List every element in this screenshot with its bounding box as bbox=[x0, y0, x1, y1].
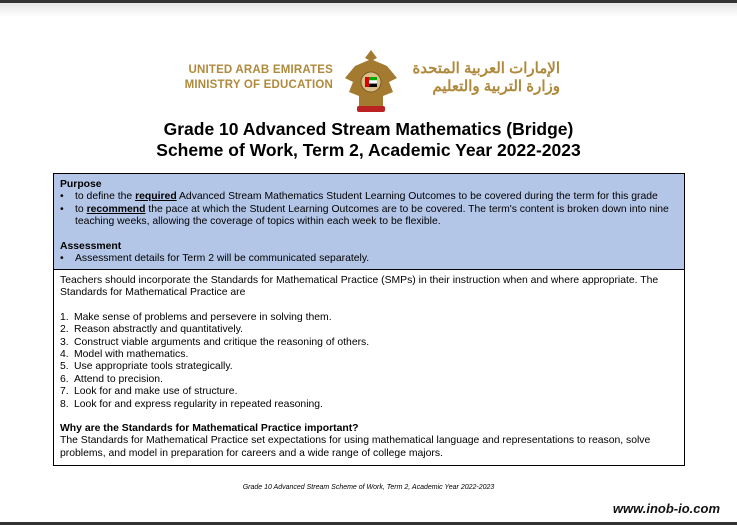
text: Advanced Stream Mathematics Student Learning Outcomes to be covered during the term for this grade bbox=[176, 191, 658, 203]
uae-emblem-logo bbox=[343, 48, 399, 114]
smp-item bbox=[60, 349, 678, 361]
smp-item bbox=[60, 337, 678, 349]
en-line-2: MINISTRY OF EDUCATION bbox=[184, 79, 333, 91]
smp-item bbox=[60, 361, 678, 373]
purpose-bullet-2 bbox=[60, 204, 678, 229]
scheme-table bbox=[53, 173, 685, 466]
text: to define the bbox=[75, 191, 136, 203]
item-number: 2. bbox=[60, 324, 69, 336]
item-text: Use appropriate tools strategically. bbox=[74, 361, 233, 373]
smp-item bbox=[60, 386, 678, 398]
purpose-bullet-1 bbox=[60, 191, 678, 203]
smp-item bbox=[60, 312, 678, 324]
item-number: 7. bbox=[60, 386, 69, 398]
bullet-icon: • bbox=[60, 191, 64, 203]
item-text: Construct viable arguments and critique the reasoning of others. bbox=[74, 336, 370, 348]
item-number: 6. bbox=[60, 373, 69, 385]
watermark: www.inob-io.com bbox=[612, 501, 720, 516]
purpose-heading: Purpose bbox=[60, 179, 102, 190]
item-number: 8. bbox=[60, 398, 69, 410]
smp-section bbox=[54, 270, 684, 465]
emphasis-recommend: recommend bbox=[86, 203, 146, 215]
bullet-icon: • bbox=[60, 253, 64, 265]
item-text: Make sense of problems and persevere in solving them. bbox=[74, 311, 332, 323]
item-number: 1. bbox=[60, 311, 69, 323]
page-footer: Grade 10 Advanced Stream Scheme of Work, Term 2, Academic Year 2022-2023 bbox=[242, 484, 495, 491]
top-shade bbox=[0, 3, 737, 17]
bullet-icon: • bbox=[60, 203, 64, 215]
smp-item bbox=[60, 324, 678, 336]
item-text: Look for and make use of structure. bbox=[74, 386, 238, 398]
assessment-heading: Assessment bbox=[60, 240, 122, 252]
ar-line-2: وزارة التربية والتعليم bbox=[432, 78, 560, 95]
why-text: The Standards for Mathematical Practice set expectations for using mathematical language and representations to reason, solve problems, and model in preparation for careers and a wide range of college majors. bbox=[60, 435, 651, 459]
item-text: Attend to precision. bbox=[74, 373, 163, 385]
document-subtitle: Scheme of Work, Term 2, Academic Year 2022-2023 bbox=[156, 140, 581, 160]
en-line-1: UNITED ARAB EMIRATES bbox=[188, 64, 333, 76]
ministry-name-english bbox=[185, 63, 333, 93]
item-text: Reason abstractly and quantitatively. bbox=[74, 324, 244, 336]
item-number: 4. bbox=[60, 349, 69, 361]
smp-intro: Teachers should incorporate the Standards for Mathematical Practice (SMPs) in their instruction when and where appropriate. The Standards for Mathematical Practice are bbox=[60, 275, 659, 299]
text: Assessment details for Term 2 will be communicated separately. bbox=[75, 253, 370, 265]
item-text: Model with mathematics. bbox=[74, 349, 189, 361]
assessment-bullet bbox=[60, 253, 678, 265]
item-number: 5. bbox=[60, 361, 69, 373]
smp-item bbox=[60, 399, 678, 411]
emphasis-required: required bbox=[135, 191, 177, 203]
document-title: Grade 10 Advanced Stream Mathematics (Bridge) bbox=[163, 119, 574, 139]
purpose-section bbox=[54, 174, 684, 270]
ar-line-1: الإمارات العربية المتحدة bbox=[412, 60, 560, 77]
text: the pace at which the Student Learning Outcomes are to be covered. The term's content is broken down into nine teaching weeks, allowing the coverage of topics within each week to be flexible. bbox=[75, 203, 669, 228]
why-heading: Why are the Standards for Mathematical Practice important? bbox=[60, 423, 359, 435]
text: to bbox=[75, 203, 87, 215]
ministry-name-arabic bbox=[410, 60, 560, 96]
smp-item bbox=[60, 374, 678, 386]
item-text: Look for and express regularity in repeated reasoning. bbox=[74, 398, 323, 410]
item-number: 3. bbox=[60, 336, 69, 348]
smp-list bbox=[60, 312, 678, 411]
